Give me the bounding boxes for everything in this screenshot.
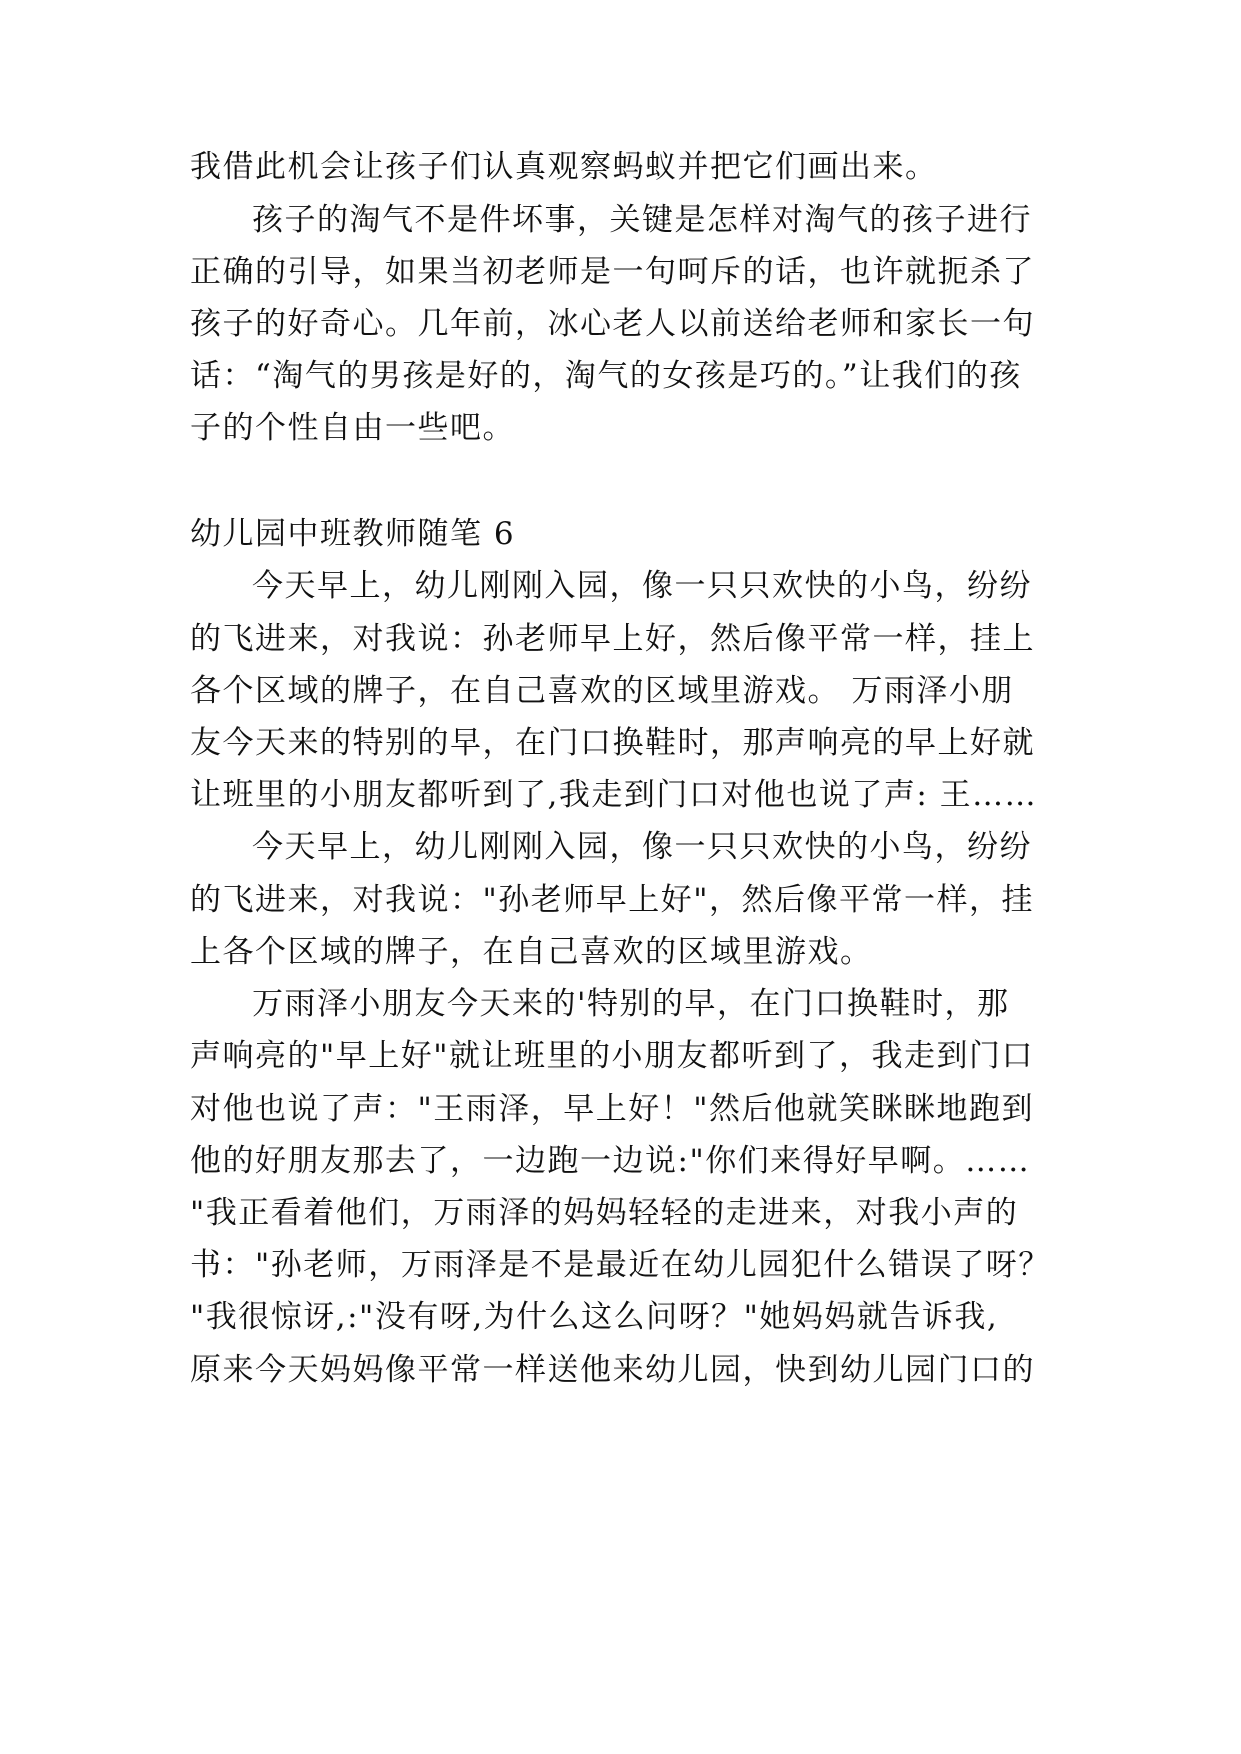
paragraph-line: 我借此机会让孩子们认真观察蚂蚁并把它们画出来。 [190, 149, 938, 185]
paragraph-line: 话：“淘气的男孩是好的，淘气的女孩是巧的。”让我们的孩 [190, 358, 1022, 394]
paragraph-line: 友今天来的特别的早，在门口换鞋时，那声响亮的早上好就 [190, 725, 1035, 761]
paragraph-line: 对他也说了声："王雨泽，早上好！"然后他就笑眯眯地跑到 [190, 1091, 1035, 1127]
paragraph-line: 上各个区域的牌子，在自己喜欢的区域里游戏。 [190, 934, 873, 970]
paragraph-line: 他的好朋友那去了，一边跑一边说:"你们来得好早啊。…… [190, 1143, 1031, 1179]
paragraph-line: 各个区域的牌子，在自己喜欢的区域里游戏。 万雨泽小朋 [190, 673, 1014, 709]
paragraph-line: "我很惊讶,:"没有呀,为什么这么问呀？"她妈妈就告诉我, [190, 1299, 999, 1335]
paragraph-line: 书："孙老师，万雨泽是不是最近在幼儿园犯什么错误了呀？ [190, 1247, 1051, 1283]
paragraph-line: 让班里的小朋友都听到了,我走到门口对他也说了声: 王…… [190, 777, 1038, 813]
paragraph-line: 的飞进来，对我说：孙老师早上好，然后像平常一样，挂上 [190, 621, 1035, 657]
section-title: 幼儿园中班教师随笔 6 [190, 516, 516, 552]
paragraph-line: 的飞进来，对我说："孙老师早上好"，然后像平常一样，挂 [190, 882, 1035, 918]
paragraph-line: 声响亮的"早上好"就让班里的小朋友都听到了，我走到门口 [190, 1038, 1035, 1074]
paragraph-line: "我正看着他们，万雨泽的妈妈轻轻的走进来，对我小声的 [190, 1195, 1019, 1231]
paragraph-line: 子的个性自由一些吧。 [190, 410, 515, 446]
paragraph-line: 原来今天妈妈像平常一样送他来幼儿园，快到幼儿园门口的 [190, 1352, 1035, 1388]
paragraph-line: 正确的引导，如果当初老师是一句呵斥的话，也许就扼杀了 [190, 254, 1035, 290]
paragraph-line: 今天早上，幼儿刚刚入园，像一只只欢快的小鸟，纷纷 [252, 568, 1032, 604]
paragraph-line: 今天早上，幼儿刚刚入园，像一只只欢快的小鸟，纷纷 [252, 829, 1032, 865]
paragraph-line: 孩子的淘气不是件坏事，关键是怎样对淘气的孩子进行 [252, 202, 1032, 238]
paragraph-line: 孩子的好奇心。几年前，冰心老人以前送给老师和家长一句 [190, 306, 1035, 342]
paragraph-line: 万雨泽小朋友今天来的'特别的早，在门口换鞋时，那 [252, 986, 1010, 1022]
